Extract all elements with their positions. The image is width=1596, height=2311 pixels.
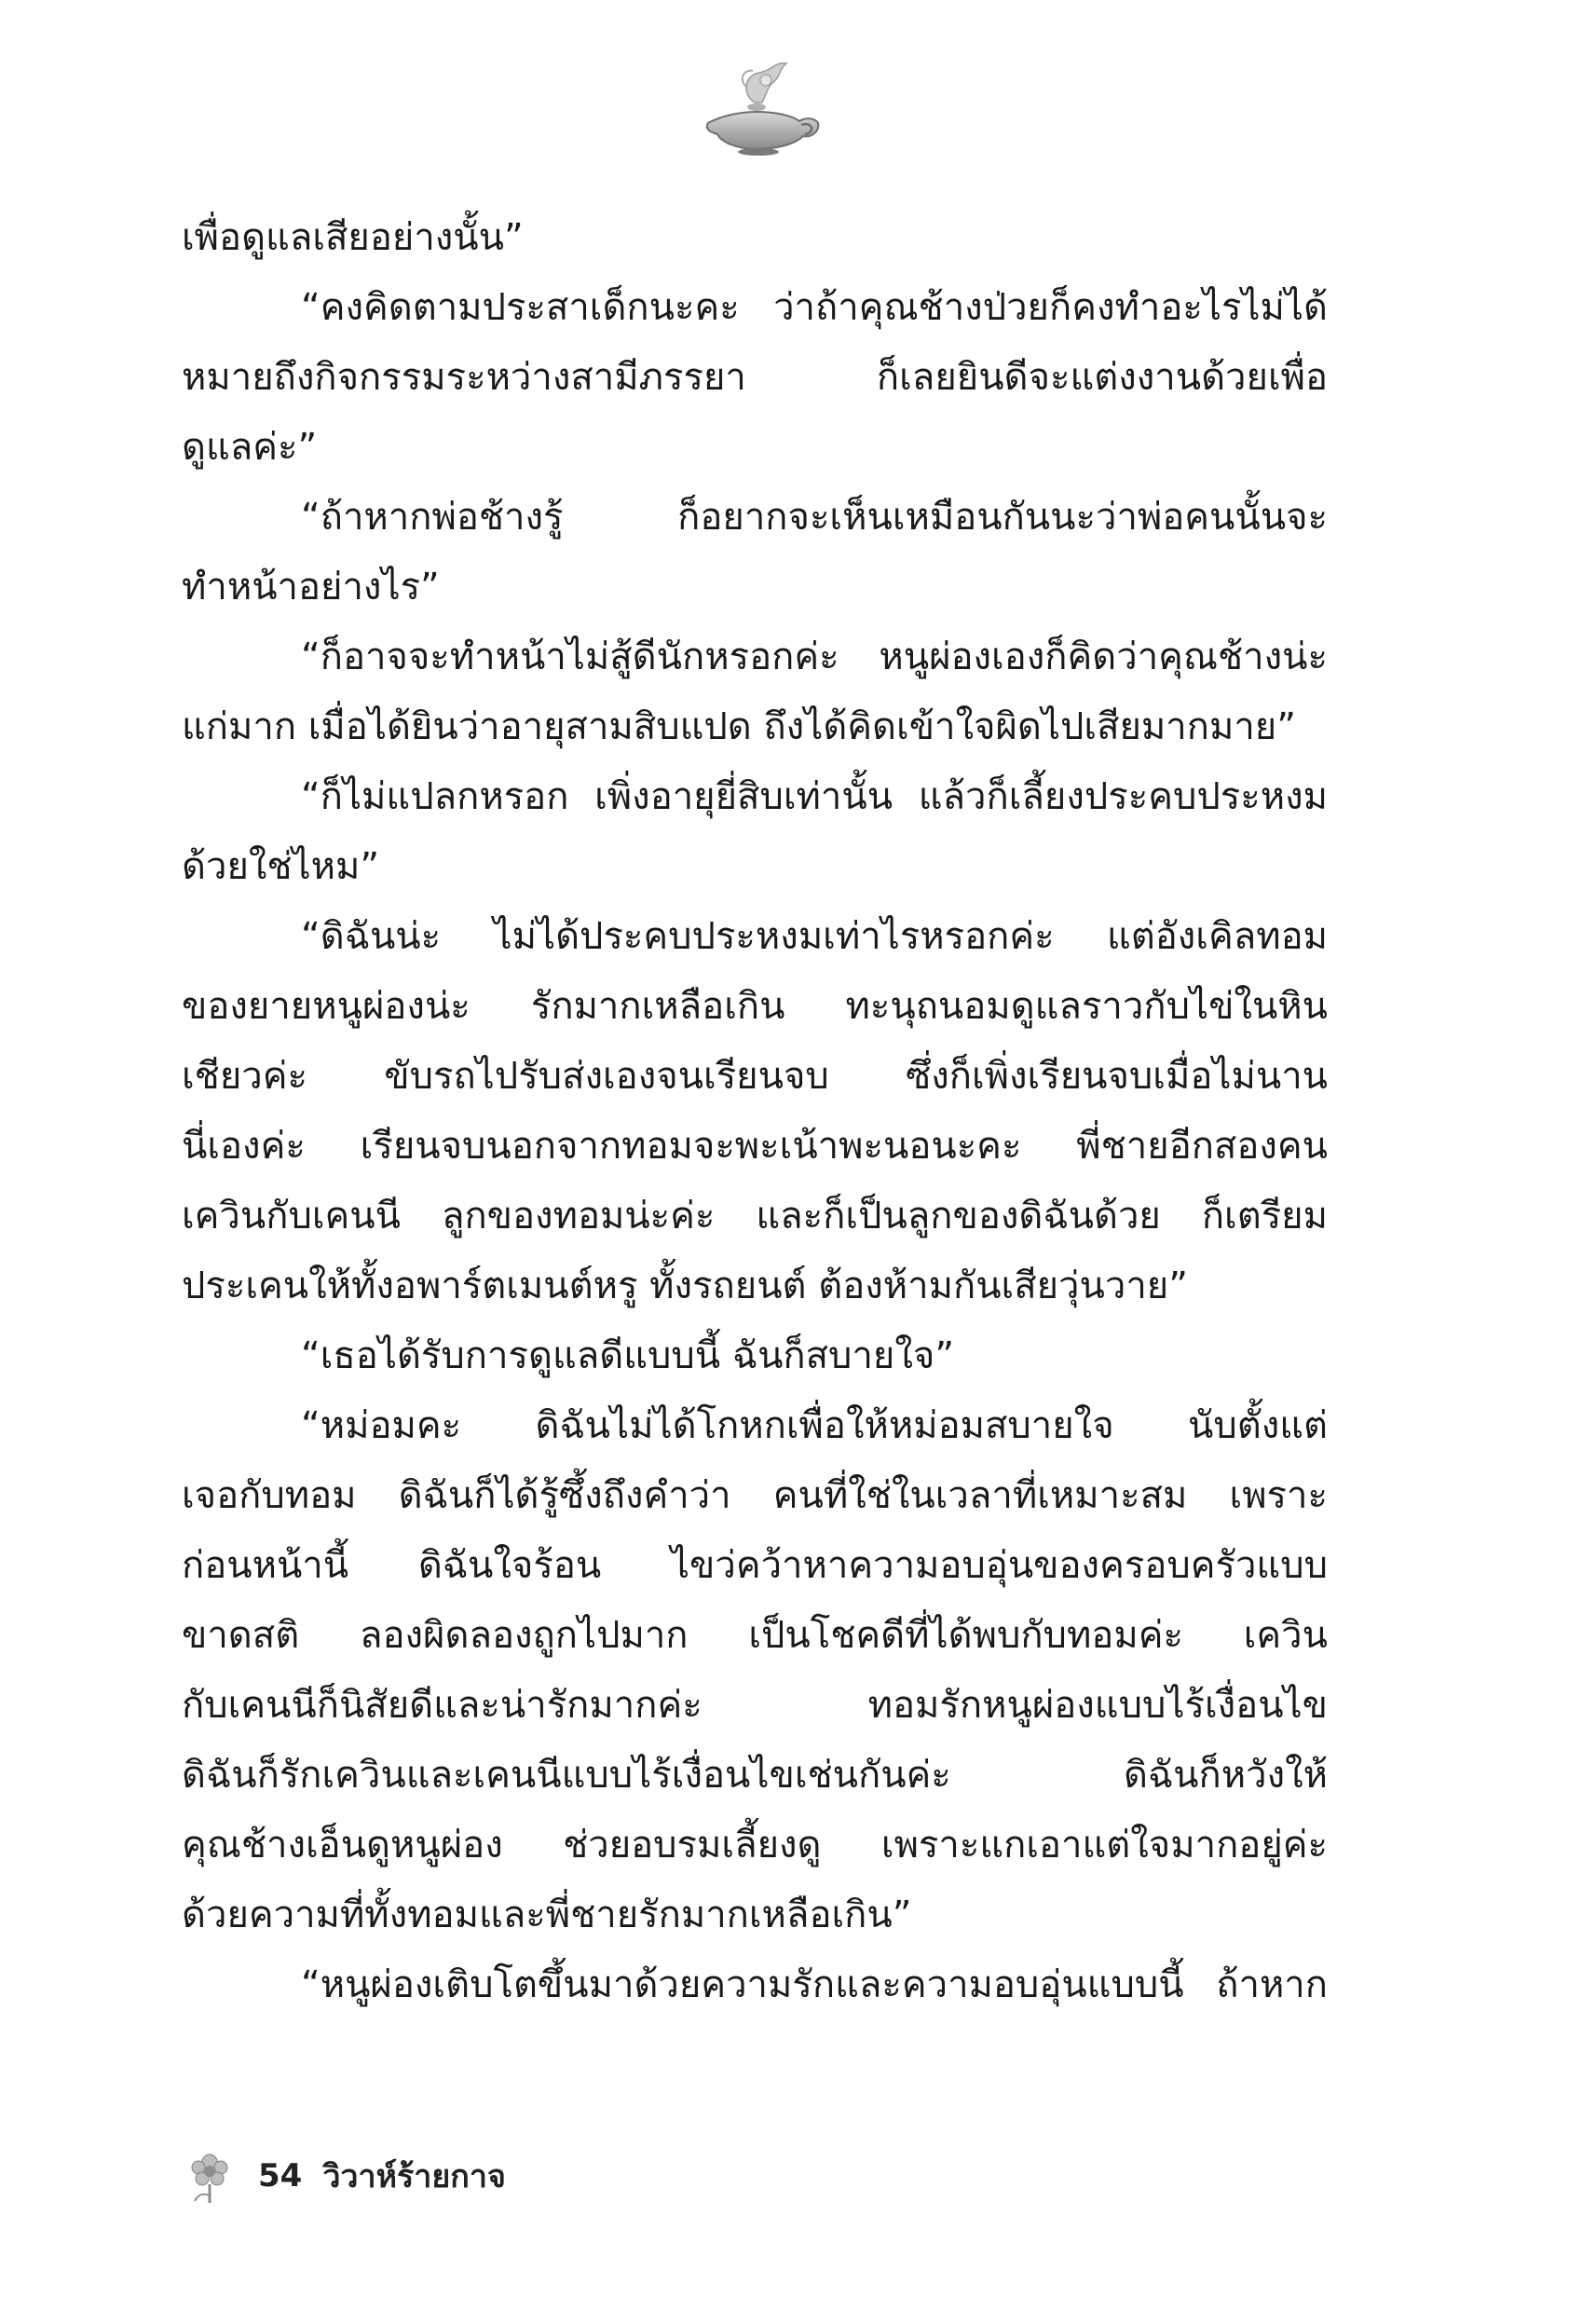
text-line: หมายถึงกิจกรรมระหว่างสามีภรรยา ก็เลยยินดีจะแต่งงานด้วยเพื่อ: [182, 356, 1328, 399]
text-line: “หม่อมคะ ดิฉันไม่ได้โกหกเพื่อให้หม่อมสบายใจ นับตั้งแต่: [301, 1404, 1328, 1447]
text-line: ประเคนให้ทั้งอพาร์ตเมนต์หรู ทั้งรถยนต์ ต้องห้ามกันเสียวุ่นวาย”: [182, 1265, 1188, 1307]
text-line: ดิฉันก็รักเควินและเคนนีแบบไร้เงื่อนไขเช่นกันค่ะ ดิฉันก็หวังให้: [182, 1754, 1328, 1797]
paragraph: [182, 1950, 1328, 2020]
text-line: ดูแลค่ะ”: [182, 426, 318, 469]
text-line: “เธอได้รับการดูแลดีแบบนี้ ฉันก็สบายใจ”: [301, 1334, 955, 1377]
paragraph: [182, 203, 1328, 273]
flower-ornament-icon: [182, 2143, 238, 2208]
book-title: วิวาห์ร้ายกาจ: [322, 2158, 506, 2195]
text-line: เควินกับเคนนี ลูกของทอมน่ะค่ะ และก็เป็นลูกของดิฉันด้วย ก็เตรียม: [182, 1195, 1328, 1238]
page-number: 54: [258, 2157, 303, 2195]
page-footer: [182, 2143, 506, 2208]
lamp-with-smoke-icon: [689, 56, 829, 158]
text-line: ก่อนหน้านี้ ดิฉันใจร้อน ไขว่คว้าหาความอบอุ่นของครอบครัวแบบ: [182, 1544, 1328, 1587]
text-line: “ดิฉันน่ะ ไม่ได้ประคบประหงมเท่าไรหรอกค่ะ แต่อังเคิลทอม: [301, 915, 1328, 958]
text-line: แก่มาก เมื่อได้ยินว่าอายุสามสิบแปด ถึงได้คิดเข้าใจผิดไปเสียมากมาย”: [182, 705, 1296, 748]
text-line: เพื่อดูแลเสียอย่างนั้น”: [182, 216, 524, 259]
text-line: เชียวค่ะ ขับรถไปรับส่งเองจนเรียนจบ ซึ่งก็เพิ่งเรียนจบเมื่อไม่นาน: [182, 1055, 1328, 1098]
paragraph: [182, 273, 1328, 483]
text-line: นี่เองค่ะ เรียนจบนอกจากทอมจะพะเน้าพะนอนะคะ พี่ชายอีกสองคน: [182, 1125, 1328, 1168]
paragraph: [182, 902, 1328, 1321]
text-line: “ถ้าหากพ่อช้างรู้ ก็อยากจะเห็นเหมือนกันนะว่าพ่อคนนั้นจะ: [301, 496, 1328, 539]
text-line: ทำหน้าอย่างไร”: [182, 566, 440, 609]
text-line: “ก็อาจจะทำหน้าไม่สู้ดีนักหรอกค่ะ หนูผ่องเองก็คิดว่าคุณช้างน่ะ: [301, 636, 1328, 678]
text-line: เจอกับทอม ดิฉันก็ได้รู้ซึ้งถึงคำว่า คนที่ใช่ในเวลาที่เหมาะสม เพราะ: [182, 1474, 1328, 1517]
text-line: ด้วยใช่ไหม”: [182, 845, 380, 888]
text-line: “ก็ไม่แปลกหรอก เพิ่งอายุยี่สิบเท่านั้น แล้วก็เลี้ยงประคบประหงม: [301, 775, 1328, 818]
paragraph: [182, 1391, 1328, 1950]
paragraph: [182, 622, 1328, 762]
text-line: ขาดสติ ลองผิดลองถูกไปมาก เป็นโชคดีที่ได้พบกับทอมค่ะ เควิน: [182, 1614, 1328, 1657]
text-line: กับเคนนีก็นิสัยดีและน่ารักมากค่ะ ทอมรักหนูผ่องแบบไร้เงื่อนไข: [182, 1684, 1328, 1727]
text-line: “คงคิดตามประสาเด็กนะคะ ว่าถ้าคุณช้างป่วยก็คงทำอะไรไม่ได้: [301, 286, 1328, 329]
paragraph: [182, 1321, 1328, 1391]
body-text: [182, 203, 1328, 2020]
paragraph: [182, 483, 1328, 622]
text-line: คุณช้างเอ็นดูหนูผ่อง ช่วยอบรมเลี้ยงดู เพราะแกเอาแต่ใจมากอยู่ค่ะ: [182, 1824, 1328, 1867]
paragraph: [182, 762, 1328, 902]
text-line: ของยายหนูผ่องน่ะ รักมากเหลือเกิน ทะนุถนอมดูแลราวกับไข่ในหิน: [182, 985, 1328, 1028]
text-line: “หนูผ่องเติบโตขึ้นมาด้วยความรักและความอบอุ่นแบบนี้ ถ้าหาก: [301, 1963, 1328, 2006]
text-line: ด้วยความที่ทั้งทอมและพี่ชายรักมากเหลือเกิน”: [182, 1894, 912, 1936]
